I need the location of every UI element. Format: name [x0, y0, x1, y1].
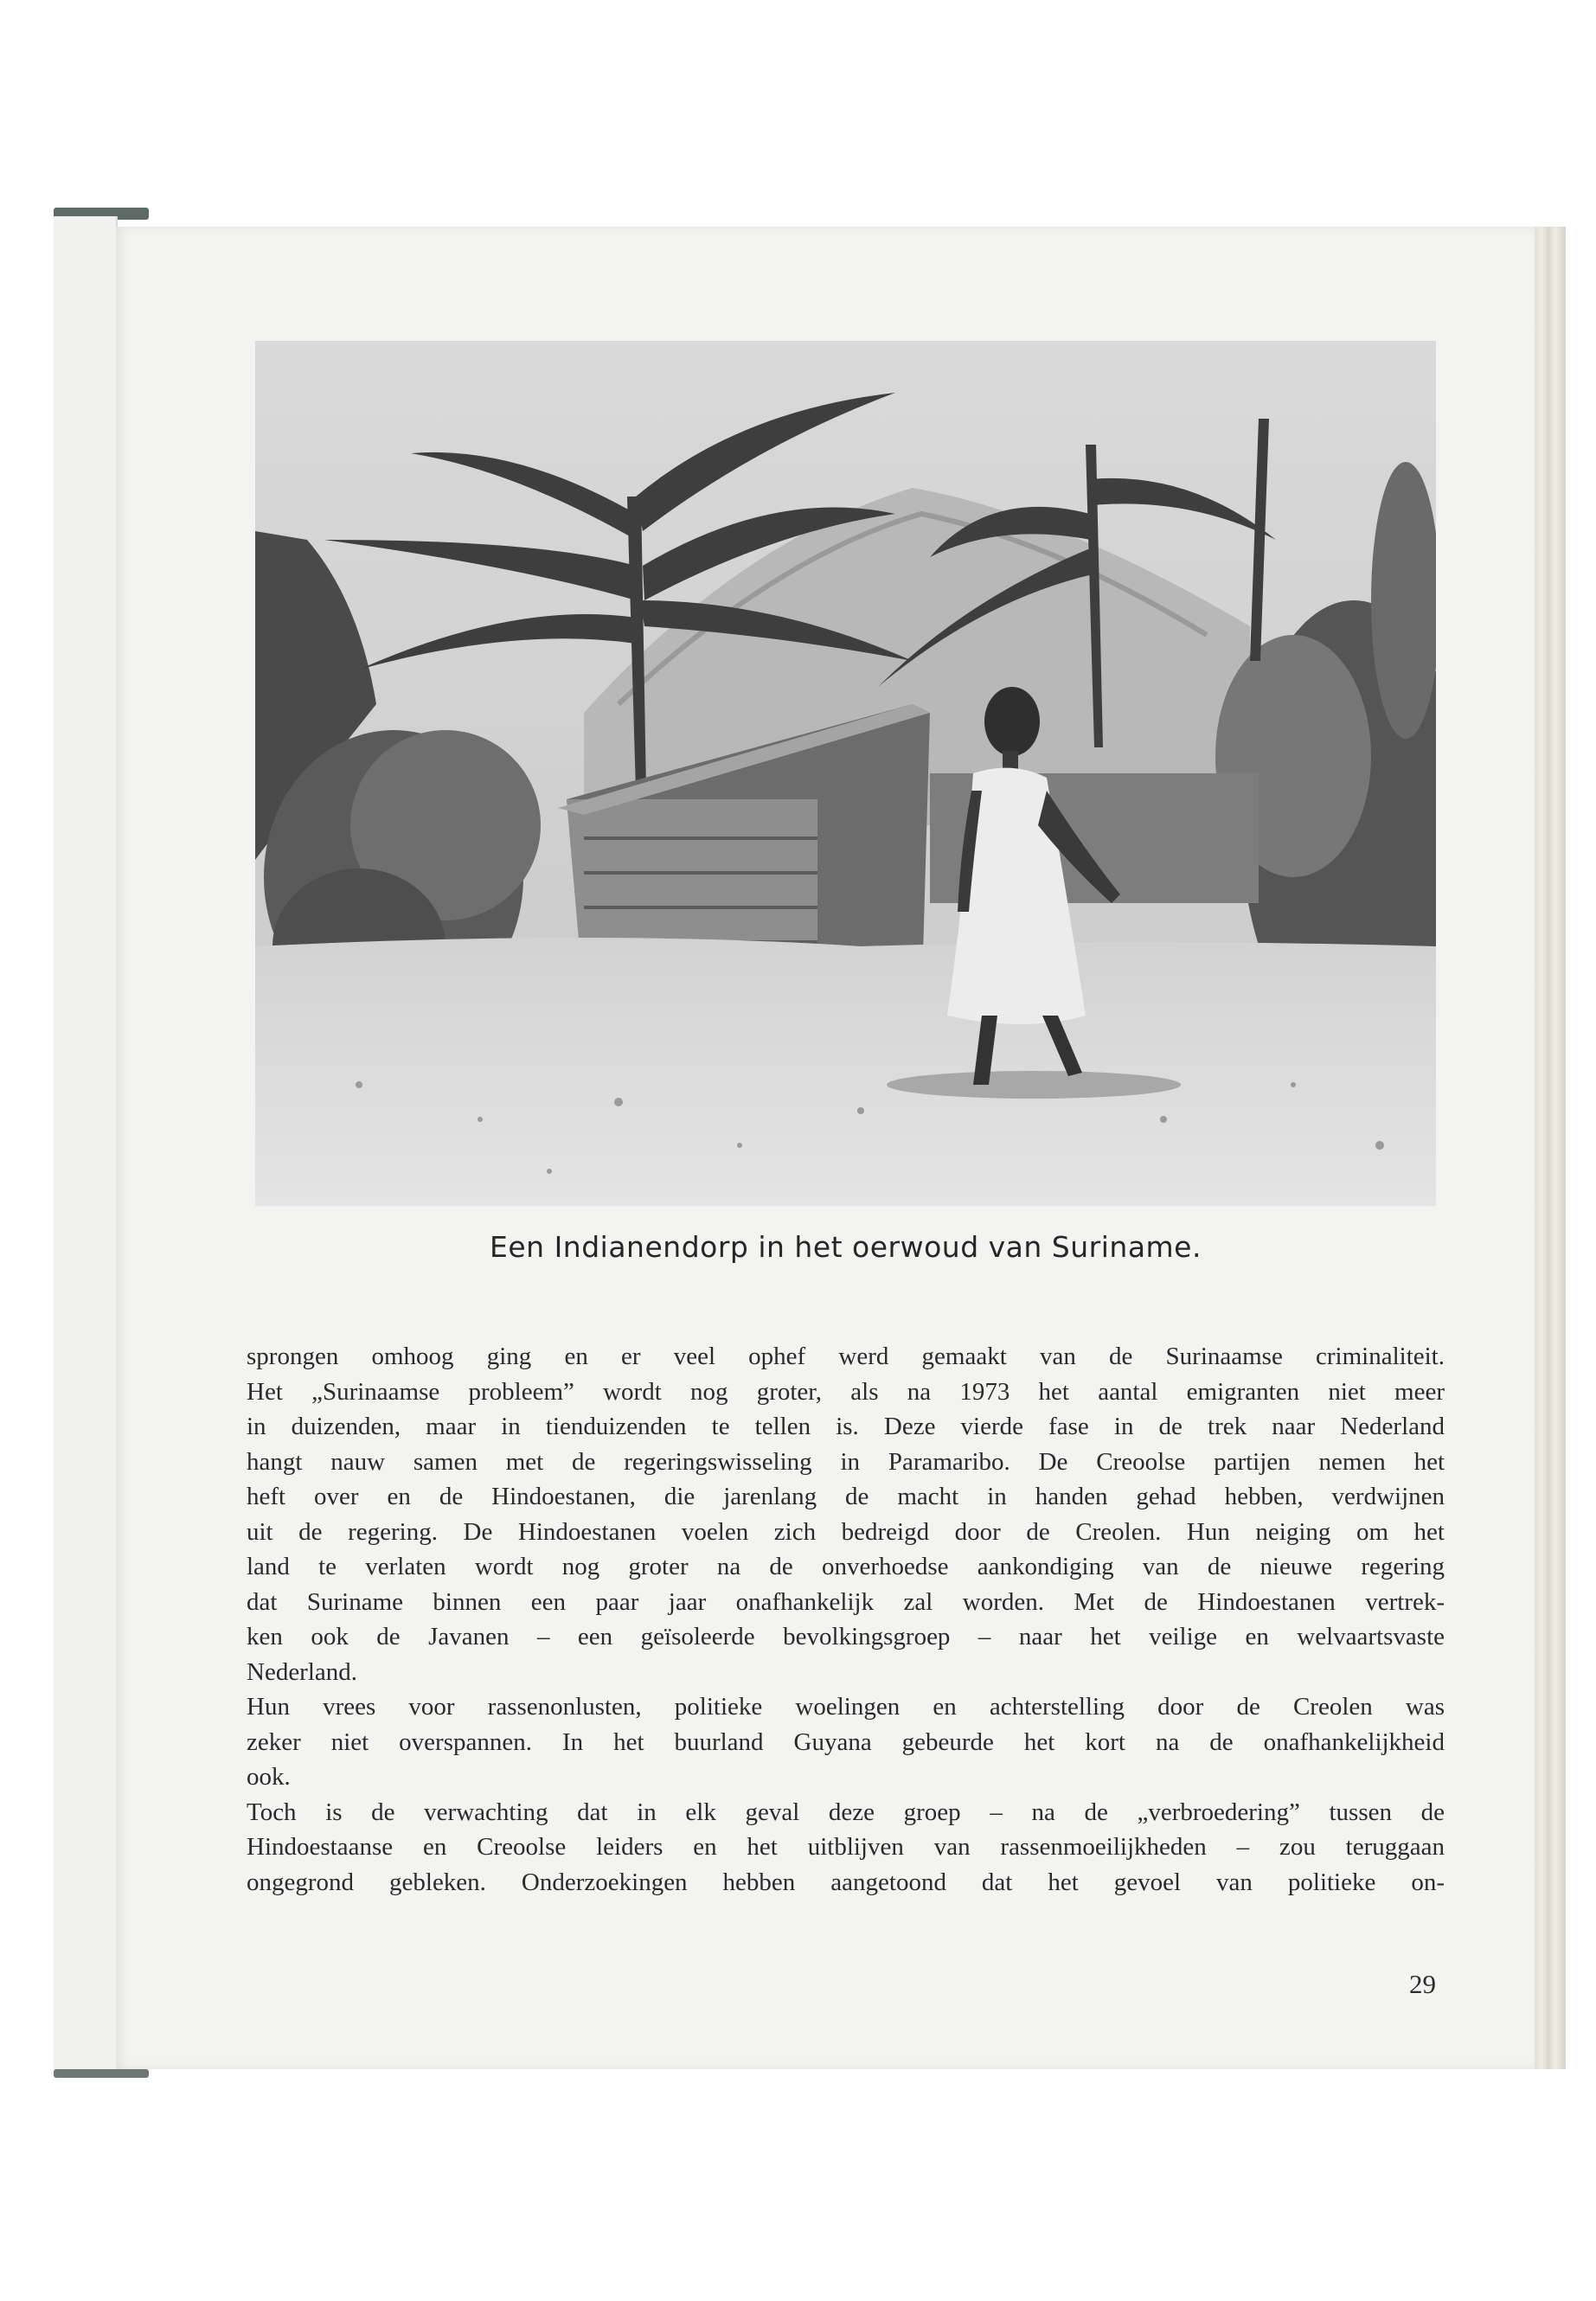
text-line: Toch is de verwachting dat in elk geval deze groep – na de „verbroedering” tussen de	[247, 1798, 1445, 1826]
text-line: land te verlaten wordt nog groter na de onverhoedse aankondiging van de nieuwe regering	[247, 1553, 1445, 1580]
text-line: zeker niet overspannen. In het buurland Guyana gebeurde het kort na de onafhankelijkheid	[247, 1727, 1445, 1756]
text-line: heft over en de Hindoestanen, die jarenlang de macht in handen gehad hebben, verdwijnen	[247, 1483, 1445, 1510]
text-line: Hun vrees voor rassenonlusten, politieke woelingen en achterstelling door de Creolen was	[247, 1693, 1445, 1721]
village-photo	[255, 341, 1436, 1206]
text-line: dat Suriname binnen een paar jaar onafhankelijk zal worden. Met de Hindoestanen vertrek-	[247, 1587, 1445, 1616]
text-line: Hindoestaanse en Creoolse leiders en het uitblijven van rassenmoeilijkheden – zou teruggaan	[247, 1833, 1445, 1861]
text-line: Nederland.	[247, 1657, 358, 1686]
text-line: ook.	[247, 1763, 291, 1791]
text-line: ken ook de Javanen – een geïsoleerde bevolkingsgroep – naar het veilige en welvaartsvaste	[247, 1623, 1445, 1650]
text-line: in duizenden, maar in tienduizenden te tellen is. Deze vierde fase in de trek naar Nederland	[247, 1413, 1445, 1440]
page-edges	[1535, 227, 1566, 2069]
text-line: hangt nauw samen met de regeringswisseling in Paramaribo. De Creoolse partijen nemen het	[247, 1447, 1445, 1476]
text-line: sprongen omhoog ging en er veel ophef werd gemaakt van de Surinaamse criminaliteit.	[247, 1343, 1445, 1370]
left-page-strip	[54, 216, 118, 2076]
book-binding-bottom	[54, 2069, 149, 2078]
figure-caption: Een Indianendorp in het oerwoud van Suriname.	[490, 1230, 1202, 1264]
text-line: uit de regering. De Hindoestanen voelen zich bedreigd door de Creolen. Hun neiging om het	[247, 1517, 1445, 1546]
text-line: ongegrond gebleken. Onderzoekingen hebben aangetoond dat het gevoel van politieke on-	[247, 1868, 1445, 1896]
village-photo-illustration	[255, 341, 1436, 1206]
body-text	[247, 1339, 1445, 1900]
text-line: Het „Surinaamse probleem” wordt nog groter, als na 1973 het aantal emigranten niet meer	[247, 1377, 1445, 1406]
page-number: 29	[1409, 1969, 1436, 1999]
